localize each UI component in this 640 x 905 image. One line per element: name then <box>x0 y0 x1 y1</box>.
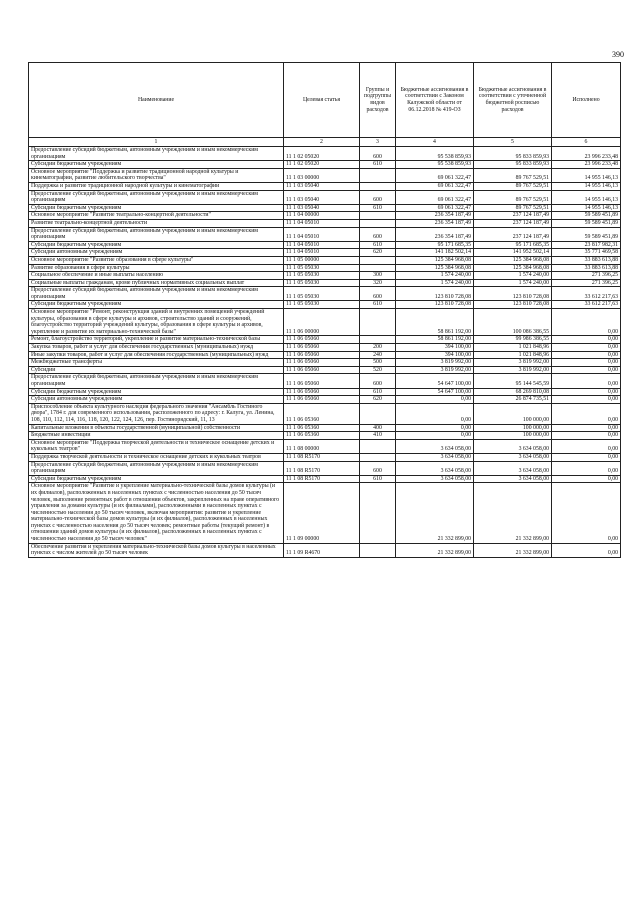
row-name: Предоставление субсидий бюджетным, автономным учреждениям и иным некоммерческим организациям <box>29 147 284 161</box>
row-updated-amount: 89 767 529,51 <box>474 204 552 212</box>
row-executed-amount: 0,00 <box>552 344 621 352</box>
row-code: 11 1 03 05040 <box>284 182 360 190</box>
table-row <box>29 543 621 557</box>
row-group <box>360 219 396 227</box>
row-updated-amount: 3 634 058,00 <box>474 461 552 475</box>
row-group: 600 <box>360 461 396 475</box>
table-row <box>29 147 621 161</box>
header-code: Целевая статья <box>284 63 360 138</box>
table-row <box>29 264 621 272</box>
row-updated-amount: 95 833 859,93 <box>474 161 552 169</box>
table-row <box>29 287 621 301</box>
row-group <box>360 543 396 557</box>
table-row <box>29 212 621 220</box>
table-row <box>29 336 621 344</box>
row-updated-amount: 237 124 187,49 <box>474 212 552 220</box>
row-law-amount: 21 332 899,00 <box>396 543 474 557</box>
row-group: 600 <box>360 190 396 204</box>
row-code: 11 1 05 05030 <box>284 279 360 287</box>
row-group <box>360 168 396 182</box>
row-updated-amount: 21 332 899,00 <box>474 483 552 543</box>
table-row <box>29 483 621 543</box>
row-updated-amount: 237 124 187,49 <box>474 227 552 241</box>
table-row <box>29 374 621 388</box>
column-number: 5 <box>474 138 552 147</box>
row-executed-amount: 33 612 217,63 <box>552 287 621 301</box>
row-name: Иные закупки товаров, работ и услуг для обеспечения государственных (муниципальных) нужд <box>29 351 284 359</box>
row-name: Основное мероприятие "Ремонт, реконструкция зданий и внутренних помещений учреждений культуры, образования в сфере культуры и архивов, строительство зданий и сооружений, благоустройство территорий учреждений культуры, образования в сфере культуры и архивов, укрепление и развитие их материально-технической базы" <box>29 309 284 336</box>
row-executed-amount: 0,00 <box>552 359 621 367</box>
row-updated-amount: 3 634 058,00 <box>474 439 552 453</box>
row-law-amount: 3 634 058,00 <box>396 461 474 475</box>
row-group: 610 <box>360 204 396 212</box>
table-row <box>29 309 621 336</box>
table-row <box>29 279 621 287</box>
row-law-amount: 125 384 968,08 <box>396 256 474 264</box>
row-code: 11 1 06 05360 <box>284 403 360 424</box>
row-name: Развитие театрально-концертной деятельности <box>29 219 284 227</box>
row-law-amount: 236 354 187,49 <box>396 219 474 227</box>
row-law-amount: 236 354 187,49 <box>396 227 474 241</box>
table-row <box>29 219 621 227</box>
row-name: Социальное обеспечение и иные выплаты населению <box>29 272 284 280</box>
row-code: 11 1 05 05030 <box>284 287 360 301</box>
row-group <box>360 483 396 543</box>
row-name: Основное мероприятие "Поддержка творческой деятельности и техническое оснащение детских и кукольных театров" <box>29 439 284 453</box>
row-name: Капитальные вложения в объекты государственной (муниципальной) собственности <box>29 424 284 432</box>
column-numbers-row <box>29 138 621 147</box>
row-updated-amount: 95 833 859,93 <box>474 147 552 161</box>
row-code: 11 1 05 05030 <box>284 301 360 309</box>
row-group <box>360 182 396 190</box>
row-law-amount: 58 861 192,00 <box>396 336 474 344</box>
row-code: 11 1 06 05060 <box>284 396 360 404</box>
row-executed-amount: 35 771 469,58 <box>552 249 621 257</box>
row-updated-amount: 141 952 502,14 <box>474 249 552 257</box>
row-name: Межбюджетные трансферты <box>29 359 284 367</box>
row-executed-amount: 0,00 <box>552 424 621 432</box>
row-group <box>360 336 396 344</box>
row-group: 320 <box>360 279 396 287</box>
table-row <box>29 453 621 461</box>
row-updated-amount: 123 810 728,08 <box>474 287 552 301</box>
row-updated-amount: 89 767 529,51 <box>474 168 552 182</box>
row-group <box>360 403 396 424</box>
row-group <box>360 264 396 272</box>
row-group: 300 <box>360 272 396 280</box>
header-updated: Бюджетные ассигнования в соответствии с уточненной бюджетной росписью расходов <box>474 63 552 138</box>
row-law-amount: 3 819 992,00 <box>396 366 474 374</box>
row-law-amount: 95 538 859,93 <box>396 161 474 169</box>
row-name: Субсидии бюджетным учреждениям <box>29 241 284 249</box>
row-name: Поддержка творческой деятельности и техническое оснащение детских и кукольных театров <box>29 453 284 461</box>
row-group: 620 <box>360 396 396 404</box>
row-name: Предоставление субсидий бюджетным, автономным учреждениям и иным некоммерческим организациям <box>29 190 284 204</box>
row-updated-amount: 68 269 810,08 <box>474 388 552 396</box>
column-number: 6 <box>552 138 621 147</box>
row-law-amount: 3 819 992,00 <box>396 359 474 367</box>
row-updated-amount: 125 384 968,08 <box>474 256 552 264</box>
row-updated-amount: 95 171 685,35 <box>474 241 552 249</box>
row-code: 11 1 02 05020 <box>284 161 360 169</box>
table-row <box>29 190 621 204</box>
table-row <box>29 461 621 475</box>
table-row <box>29 351 621 359</box>
row-name: Основное мероприятие "Поддержка и развитие традиционной народной культуры и кинематографии, развитие любительского творчества" <box>29 168 284 182</box>
row-executed-amount: 59 589 451,89 <box>552 219 621 227</box>
table-row <box>29 204 621 212</box>
row-name: Субсидии бюджетным учреждениям <box>29 161 284 169</box>
row-name: Ремонт, благоустройство территорий, укрепление и развитие материально-технической базы <box>29 336 284 344</box>
row-code: 11 1 09 R4670 <box>284 543 360 557</box>
row-group: 610 <box>360 161 396 169</box>
row-law-amount: 394 100,00 <box>396 344 474 352</box>
row-name: Предоставление субсидий бюджетным, автономным учреждениям и иным некоммерческим организациям <box>29 374 284 388</box>
column-number: 3 <box>360 138 396 147</box>
row-law-amount: 0,00 <box>396 403 474 424</box>
row-group: 400 <box>360 424 396 432</box>
row-law-amount: 54 647 100,00 <box>396 374 474 388</box>
table-row <box>29 161 621 169</box>
row-updated-amount: 1 021 848,96 <box>474 351 552 359</box>
table-row <box>29 396 621 404</box>
budget-table <box>28 62 621 558</box>
row-law-amount: 123 810 728,08 <box>396 301 474 309</box>
row-executed-amount: 0,00 <box>552 432 621 440</box>
table-row <box>29 475 621 483</box>
row-law-amount: 123 810 728,08 <box>396 287 474 301</box>
row-name: Субсидии <box>29 366 284 374</box>
row-code: 11 1 04 05010 <box>284 249 360 257</box>
row-executed-amount: 0,00 <box>552 336 621 344</box>
row-group <box>360 453 396 461</box>
row-executed-amount: 33 883 613,88 <box>552 256 621 264</box>
row-law-amount: 54 647 100,00 <box>396 388 474 396</box>
row-code: 11 1 03 00000 <box>284 168 360 182</box>
table-header-row <box>29 63 621 138</box>
row-code: 11 1 08 R5170 <box>284 475 360 483</box>
row-law-amount: 0,00 <box>396 424 474 432</box>
row-executed-amount: 0,00 <box>552 461 621 475</box>
row-name: Предоставление субсидий бюджетным, автономным учреждениям и иным некоммерческим организациям <box>29 227 284 241</box>
row-code: 11 1 06 05060 <box>284 374 360 388</box>
row-group <box>360 309 396 336</box>
row-law-amount: 95 538 859,93 <box>396 147 474 161</box>
row-executed-amount: 0,00 <box>552 543 621 557</box>
row-code: 11 1 05 05030 <box>284 272 360 280</box>
table-row <box>29 256 621 264</box>
row-code: 11 1 08 00000 <box>284 439 360 453</box>
row-group: 520 <box>360 366 396 374</box>
row-group: 500 <box>360 359 396 367</box>
row-law-amount: 3 634 058,00 <box>396 439 474 453</box>
row-executed-amount: 23 996 233,48 <box>552 147 621 161</box>
row-name: Социальные выплаты гражданам, кроме публичных нормативных социальных выплат <box>29 279 284 287</box>
row-updated-amount: 3 634 058,00 <box>474 475 552 483</box>
table-row <box>29 168 621 182</box>
row-executed-amount: 0,00 <box>552 453 621 461</box>
row-executed-amount: 14 955 146,13 <box>552 168 621 182</box>
row-executed-amount: 0,00 <box>552 439 621 453</box>
row-code: 11 1 06 05060 <box>284 366 360 374</box>
row-group <box>360 212 396 220</box>
row-group: 410 <box>360 432 396 440</box>
header-group: Группы и подгруппы видов расходов <box>360 63 396 138</box>
row-code: 11 1 02 05020 <box>284 147 360 161</box>
column-number: 4 <box>396 138 474 147</box>
row-group: 620 <box>360 249 396 257</box>
row-executed-amount: 0,00 <box>552 351 621 359</box>
row-updated-amount: 89 767 529,51 <box>474 182 552 190</box>
row-code: 11 1 06 05360 <box>284 432 360 440</box>
row-code: 11 1 04 00000 <box>284 212 360 220</box>
row-name: Основное мероприятие "Развитие театрально-концертной деятельности" <box>29 212 284 220</box>
table-row <box>29 432 621 440</box>
table-row <box>29 344 621 352</box>
row-law-amount: 69 061 322,47 <box>396 182 474 190</box>
row-updated-amount: 26 874 735,51 <box>474 396 552 404</box>
row-executed-amount: 59 589 451,89 <box>552 227 621 241</box>
row-group: 610 <box>360 388 396 396</box>
row-law-amount: 125 384 968,08 <box>396 264 474 272</box>
row-executed-amount: 14 955 146,13 <box>552 182 621 190</box>
row-name: Бюджетные инвестиции <box>29 432 284 440</box>
row-code: 11 1 09 00000 <box>284 483 360 543</box>
row-updated-amount: 100 000,00 <box>474 424 552 432</box>
table-row <box>29 249 621 257</box>
row-updated-amount: 3 819 992,00 <box>474 366 552 374</box>
row-updated-amount: 125 384 968,08 <box>474 264 552 272</box>
table-row <box>29 366 621 374</box>
row-code: 11 1 06 05060 <box>284 388 360 396</box>
column-number: 1 <box>29 138 284 147</box>
row-executed-amount: 59 589 451,89 <box>552 212 621 220</box>
header-name: Наименование <box>29 63 284 138</box>
row-group <box>360 439 396 453</box>
row-executed-amount: 14 955 146,13 <box>552 190 621 204</box>
row-code: 11 1 03 05040 <box>284 190 360 204</box>
row-executed-amount: 0,00 <box>552 396 621 404</box>
row-executed-amount: 0,00 <box>552 366 621 374</box>
row-updated-amount: 3 819 992,00 <box>474 359 552 367</box>
row-group: 600 <box>360 227 396 241</box>
row-executed-amount: 23 996 233,48 <box>552 161 621 169</box>
row-name: Развитие образования в сфере культуры <box>29 264 284 272</box>
row-name: Основное мероприятие "Развитие и укрепление материально-технической базы домов культуры (и их филиалов), расположенных в населенных пунктах с численностью населения до 50 тысяч человек, выполнение ремонтных работ в отношении объектов, закрепленных на праве оперативного управления за домами культуры (и их филиалами), расположенными в населенных пунктах с численностью населения до 50 тысяч человек, включая мероприятия: развитие и укрепление материально-технической базы домов культуры (и их филиалов), расположенных в населенных пунктах с численностью населения до 50 тысяч человек; ремонтные работы (текущий ремонт) в отношении зданий домов культуры (и их филиалов), расположенных в населенных пунктах с численностью населения до 50 тысяч человек" <box>29 483 284 543</box>
row-law-amount: 58 861 192,00 <box>396 309 474 336</box>
row-law-amount: 69 061 322,47 <box>396 168 474 182</box>
row-code: 11 1 06 05360 <box>284 424 360 432</box>
row-law-amount: 69 061 322,47 <box>396 190 474 204</box>
row-code: 11 1 08 R5170 <box>284 453 360 461</box>
row-updated-amount: 21 332 899,00 <box>474 543 552 557</box>
row-group: 600 <box>360 147 396 161</box>
row-code: 11 1 04 05010 <box>284 219 360 227</box>
row-executed-amount: 271 396,25 <box>552 272 621 280</box>
row-updated-amount: 1 021 848,96 <box>474 344 552 352</box>
row-law-amount: 0,00 <box>396 432 474 440</box>
row-group: 610 <box>360 301 396 309</box>
row-code: 11 1 03 05040 <box>284 204 360 212</box>
row-name: Субсидии автономным учреждениям <box>29 249 284 257</box>
table-row <box>29 359 621 367</box>
table-row <box>29 301 621 309</box>
row-law-amount: 141 182 502,14 <box>396 249 474 257</box>
row-law-amount: 21 332 899,00 <box>396 483 474 543</box>
table-row <box>29 439 621 453</box>
row-name: Обеспечение развития и укрепления материально-технической базы домов культуры в населенных пунктах с числом жителей до 50 тысяч человек <box>29 543 284 557</box>
row-code: 11 1 06 05060 <box>284 351 360 359</box>
row-group: 240 <box>360 351 396 359</box>
row-updated-amount: 100 086 386,55 <box>474 309 552 336</box>
page-number: 390 <box>612 50 624 59</box>
table-row <box>29 227 621 241</box>
row-law-amount: 69 061 322,47 <box>396 204 474 212</box>
row-name: Субсидии бюджетным учреждениям <box>29 204 284 212</box>
row-executed-amount: 271 396,25 <box>552 279 621 287</box>
header-executed: Исполнено <box>552 63 621 138</box>
row-name: Приспособление объекта культурного наследия федерального значения "Ансамбль Гостиного двора", 1784 г. для современного использования, расположенного по адресу: г. Калуга, ул. Ленина, 108, 110, 112, 114, 116, 118, 120, 122, 124, 126, пер. Гостинорядский, 11, 13 <box>29 403 284 424</box>
row-code: 11 1 06 00000 <box>284 309 360 336</box>
row-executed-amount: 0,00 <box>552 309 621 336</box>
row-updated-amount: 1 574 240,00 <box>474 272 552 280</box>
row-law-amount: 0,00 <box>396 396 474 404</box>
row-group: 200 <box>360 344 396 352</box>
table-row <box>29 182 621 190</box>
row-executed-amount: 33 612 217,63 <box>552 301 621 309</box>
row-updated-amount: 95 144 545,59 <box>474 374 552 388</box>
row-updated-amount: 100 000,00 <box>474 403 552 424</box>
row-executed-amount: 33 883 613,88 <box>552 264 621 272</box>
row-law-amount: 236 354 187,49 <box>396 212 474 220</box>
row-law-amount: 394 100,00 <box>396 351 474 359</box>
row-executed-amount: 14 955 146,13 <box>552 204 621 212</box>
row-executed-amount: 0,00 <box>552 403 621 424</box>
row-updated-amount: 100 000,00 <box>474 432 552 440</box>
row-law-amount: 3 634 058,00 <box>396 475 474 483</box>
row-executed-amount: 23 817 982,31 <box>552 241 621 249</box>
row-group: 610 <box>360 241 396 249</box>
table-row <box>29 388 621 396</box>
row-name: Субсидии бюджетным учреждениям <box>29 388 284 396</box>
row-code: 11 1 06 05060 <box>284 336 360 344</box>
row-name: Предоставление субсидий бюджетным, автономным учреждениям и иным некоммерческим организациям <box>29 287 284 301</box>
row-law-amount: 1 574 240,00 <box>396 279 474 287</box>
row-code: 11 1 05 00000 <box>284 256 360 264</box>
row-code: 11 1 04 05010 <box>284 227 360 241</box>
row-name: Субсидии автономным учреждениям <box>29 396 284 404</box>
row-group: 610 <box>360 475 396 483</box>
row-law-amount: 3 634 058,00 <box>396 453 474 461</box>
row-executed-amount: 0,00 <box>552 483 621 543</box>
row-executed-amount: 0,00 <box>552 374 621 388</box>
row-code: 11 1 05 05030 <box>284 264 360 272</box>
row-updated-amount: 99 986 386,55 <box>474 336 552 344</box>
row-name: Субсидии бюджетным учреждениям <box>29 301 284 309</box>
table-row <box>29 241 621 249</box>
row-name: Поддержка и развитие традиционной народной культуры и кинематографии <box>29 182 284 190</box>
row-updated-amount: 1 574 240,00 <box>474 279 552 287</box>
header-law: Бюджетные ассигнования в соответствии с Законом Калужской области от 06.12.2018 № 419-ОЗ <box>396 63 474 138</box>
row-name: Субсидии бюджетным учреждениям <box>29 475 284 483</box>
table-row <box>29 424 621 432</box>
table-row <box>29 272 621 280</box>
row-updated-amount: 123 810 728,08 <box>474 301 552 309</box>
row-code: 11 1 08 R5170 <box>284 461 360 475</box>
column-number: 2 <box>284 138 360 147</box>
row-name: Основное мероприятие "Развитие образования в сфере культуры" <box>29 256 284 264</box>
row-updated-amount: 237 124 187,49 <box>474 219 552 227</box>
row-executed-amount: 0,00 <box>552 388 621 396</box>
row-group: 600 <box>360 287 396 301</box>
row-group: 600 <box>360 374 396 388</box>
row-code: 11 1 06 05060 <box>284 359 360 367</box>
row-code: 11 1 04 05010 <box>284 241 360 249</box>
row-group <box>360 256 396 264</box>
row-name: Закупка товаров, работ и услуг для обеспечения государственных (муниципальных) нужд <box>29 344 284 352</box>
row-updated-amount: 3 634 058,00 <box>474 453 552 461</box>
row-name: Предоставление субсидий бюджетным, автономным учреждениям и иным некоммерческим организациям <box>29 461 284 475</box>
row-code: 11 1 06 05060 <box>284 344 360 352</box>
row-executed-amount: 0,00 <box>552 475 621 483</box>
row-law-amount: 95 171 685,35 <box>396 241 474 249</box>
row-updated-amount: 89 767 529,51 <box>474 190 552 204</box>
table-row <box>29 403 621 424</box>
row-law-amount: 1 574 240,00 <box>396 272 474 280</box>
